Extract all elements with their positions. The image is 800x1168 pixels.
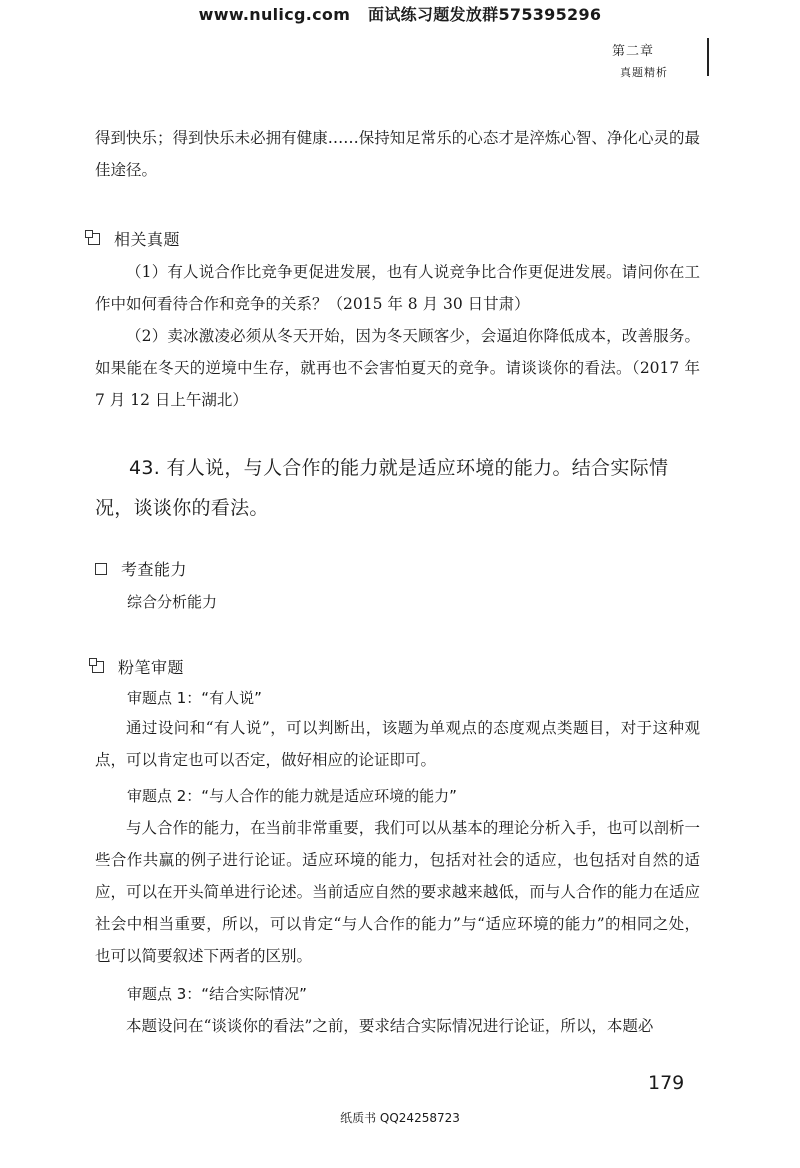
analysis-point-text: 本题设问在“谈谈你的看法”之前，要求结合实际情况进行论证，所以，本题必 [126,1017,654,1035]
analysis-point-text: 通过设问和“有人说”，可以判断出，该题为单观点的态度观点类题目，对于这种观点，可以肯定也可以否定，做好相应的论证即可。 [95,719,700,769]
related-item-2: （2）卖冰激凌必须从冬天开始，因为冬天顾客少，会逼迫你降低成本，改善服务。如果能在冬天的逆境中生存，就再也不会害怕夏天的竞争。请谈谈你的看法。（2017 年 7 月 12 日上午湖北） [95,327,700,409]
related-heading-text: 相关真题 [114,230,181,249]
intro-paragraph: 得到快乐；得到快乐未必拥有健康……保持知足常乐的心态才是淬炼心智、净化心灵的最佳途径。 [95,129,700,179]
related-heading [88,227,180,250]
footer-text: 纸质书 QQ24258723 [340,1111,460,1125]
ability-heading [95,557,187,580]
chapter-label: 第二章 [612,44,655,59]
analysis-point-title: 审题点 3：“结合实际情况” [127,985,307,1003]
banner-site: www.nulicg.com [198,5,351,24]
top-banner [0,2,800,25]
analysis-heading-text: 粉笔审题 [118,658,185,677]
related-item-1: （1）有人说合作比竞争更促进发展，也有人说竞争比合作更促进发展。请问你在工作中如何看待合作和竞争的关系？（2015 年 8 月 30 日甘肃） [95,263,700,313]
section-marker-icon [92,661,104,673]
analysis-point-title: 审题点 1：“有人说” [127,689,262,707]
question-text: 43. 有人说，与人合作的能力就是适应环境的能力。结合实际情况，谈谈你的看法。 [95,457,669,519]
analysis-heading [92,655,184,678]
section-marker-icon [88,233,100,245]
ability-heading-text: 考查能力 [121,560,188,579]
ability-value: 综合分析能力 [127,593,218,611]
header-divider [707,38,709,76]
section-marker-icon [95,563,107,575]
analysis-point-text: 与人合作的能力，在当前非常重要，我们可以从基本的理论分析入手，也可以剖析一些合作共赢的例子进行论证。适应环境的能力，包括对社会的适应，也包括对自然的适应，可以在开头简单进行论述。当前适应自然的要求越来越低，而与人合作的能力在适应社会中相当重要，所以，可以肯定“与人合作的能力”与“适应环境的能力”的相同之处，也可以简要叙述下两者的区别。 [95,819,700,965]
page-number: 179 [648,1072,685,1094]
analysis-point-title: 审题点 2：“与人合作的能力就是适应环境的能力” [127,787,457,805]
section-label: 真题精析 [620,66,668,79]
banner-text: 面试练习题发放群575395296 [368,5,602,24]
